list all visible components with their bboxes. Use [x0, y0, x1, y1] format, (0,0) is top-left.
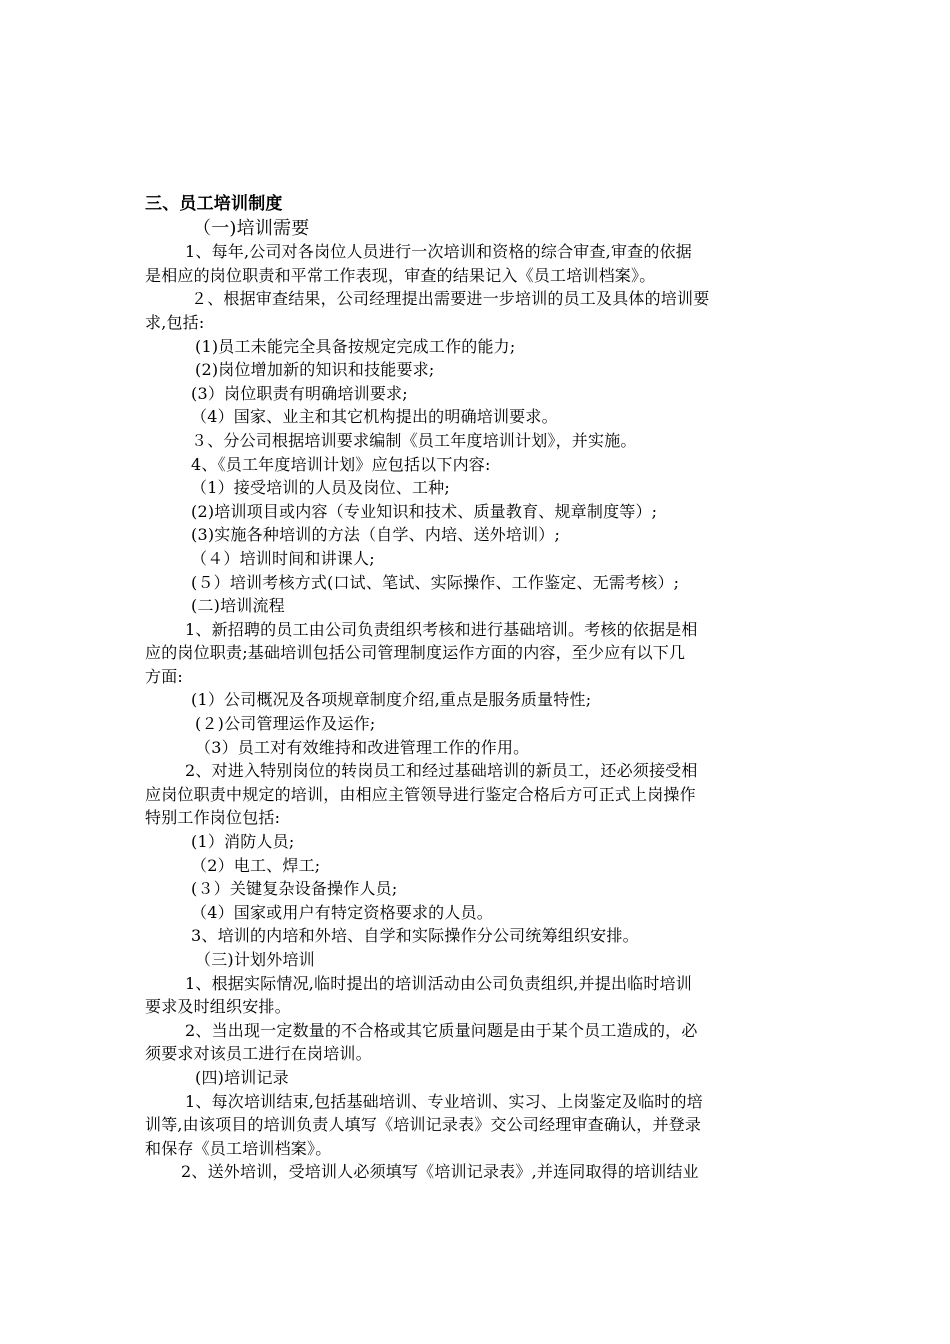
text-line: (５）培训考核方式(口试、笔试、实际操作、工作鉴定、无需考核）; — [191, 572, 680, 592]
text-line: 1、每年,公司对各岗位人员进行一次培训和资格的综合审查,审查的依据 — [185, 242, 692, 262]
text-line: 求,包括: — [145, 312, 205, 332]
text-line: 方面: — [145, 666, 183, 686]
document-body — [145, 193, 810, 1184]
text-line: 2、对进入特别岗位的转岗员工和经过基础培训的新员工，还必须接受相 — [185, 761, 698, 781]
text-line: (2)岗位增加新的知识和技能要求; — [195, 360, 435, 380]
text-line: (２)公司管理运作及运作; — [195, 714, 376, 734]
text-line: 1、每次培训结束,包括基础培训、专业培训、实习、上岗鉴定及临时的培 — [185, 1091, 703, 1111]
text-line: (二)培训流程 — [191, 596, 285, 616]
text-line: (1)员工未能完全具备按规定完成工作的能力; — [195, 336, 516, 356]
text-line: 2、送外培训，受培训人必须填写《培训记录表》,并连同取得的培训结业 — [181, 1162, 699, 1182]
text-line: (３）关键复杂设备操作人员; — [191, 879, 398, 899]
text-line: ２、根据审查结果，公司经理提出需要进一步培训的员工及具体的培训要 — [191, 289, 710, 309]
text-line: 特别工作岗位包括: — [145, 808, 281, 828]
text-line: (3)实施各种培训的方法（自学、内培、送外培训）; — [191, 525, 561, 545]
text-line: 1、新招聘的员工由公司负责组织考核和进行基础培训。考核的依据是相 — [185, 619, 698, 639]
text-line: （三)计划外培训 — [195, 950, 315, 969]
text-line: 是相应的岗位职责和平常工作表现，审查的结果记入《员工培训档案》。 — [145, 265, 656, 285]
text-line: 要求及时组织安排。 — [145, 997, 291, 1017]
subsection-heading: （一)培训需要 — [193, 217, 310, 239]
text-line: 2、当出现一定数量的不合格或其它质量问题是由于某个员工造成的，必 — [185, 1020, 698, 1040]
text-line: 1、根据实际情况,临时提出的培训活动由公司负责组织,并提出临时培训 — [185, 973, 692, 993]
text-line: 训等,由该项目的培训负责人填写《培训记录表》交公司经理审查确认，并登录 — [145, 1115, 702, 1135]
text-line: 应的岗位职责;基础培训包括公司管理制度运作方面的内容，至少应有以下几 — [145, 643, 686, 663]
text-line: 应岗位职责中规定的培训，由相应主管领导进行鉴定合格后方可正式上岗操作 — [145, 784, 696, 804]
text-line: （4）国家、业主和其它机构提出的明确培训要求。 — [191, 407, 558, 427]
section-heading: 三、员工培训制度 — [145, 194, 283, 214]
text-line: （2）电工、焊工; — [191, 855, 321, 875]
text-line: （3）员工对有效维持和改进管理工作的作用。 — [195, 737, 530, 757]
text-line: (3）岗位职责有明确培训要求; — [191, 383, 408, 403]
text-line: （４）培训时间和讲课人; — [191, 548, 375, 568]
text-line: （1）接受培训的人员及岗位、工种; — [191, 478, 450, 498]
text-line: 须要求对该员工进行在岗培训。 — [145, 1044, 372, 1064]
text-line: (1）公司概况及各项规章制度介绍,重点是服务质量特性; — [191, 690, 592, 710]
text-line: （4）国家或用户有特定资格要求的人员。 — [191, 902, 493, 922]
text-line: 和保存《员工培训档案》。 — [145, 1138, 332, 1158]
text-line: 3、培训的内培和外培、自学和实际操作分公司统筹组织安排。 — [191, 926, 639, 946]
text-line: 4、《员工年度培训计划》应包括以下内容: — [191, 454, 491, 474]
text-line: (2)培训项目或内容（专业知识和技术、质量教育、规章制度等）; — [191, 501, 658, 521]
text-line: ３、分公司根据培训要求编制《员工年度培训计划》，并实施。 — [191, 430, 637, 450]
text-line: (四)培训记录 — [195, 1067, 289, 1087]
text-line: (1）消防人员; — [191, 832, 295, 852]
